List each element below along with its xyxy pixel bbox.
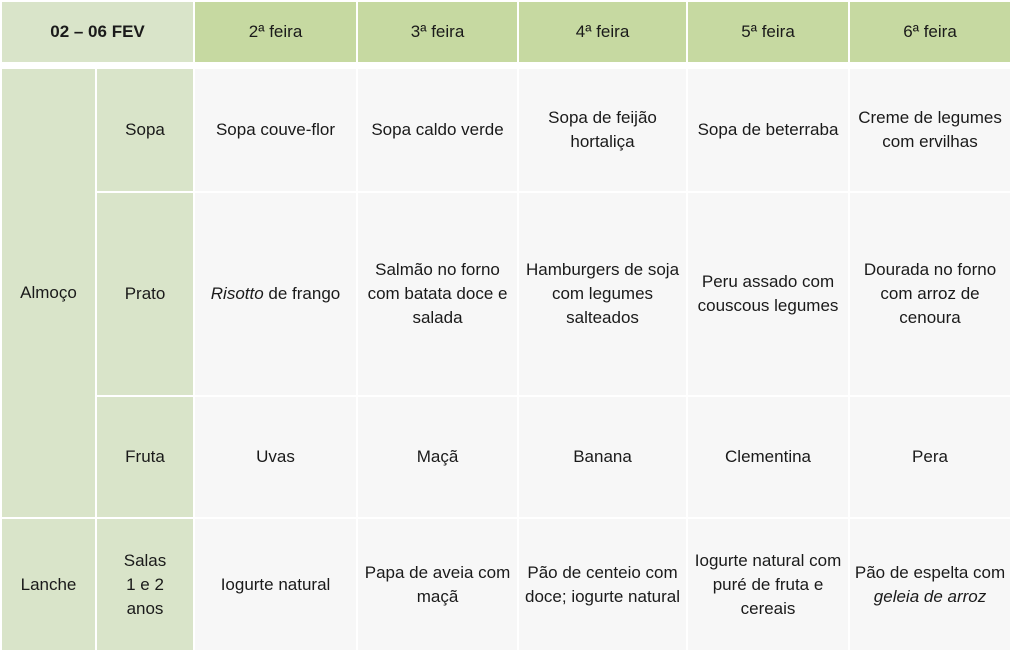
menu-cell: Creme de legumes com ervilhas (849, 68, 1011, 192)
menu-cell: Hamburgers de soja com legumes salteados (518, 192, 687, 396)
menu-cell: Peru assado com couscous legumes (687, 192, 849, 396)
table-row-prato (1, 192, 1011, 396)
course-label-salas (96, 518, 194, 651)
course-label-prato: Prato (96, 192, 194, 396)
menu-cell: Papa de aveia com maçã (357, 518, 518, 651)
menu-cell: Clementina (687, 396, 849, 518)
table-row-fruta (1, 396, 1011, 518)
table-row-sopa (1, 68, 1011, 192)
week-range: 02 – 06 FEV (1, 1, 194, 63)
day-header-monday: 2ª feira (194, 1, 357, 63)
menu-cell: Sopa de beterraba (687, 68, 849, 192)
menu-cell: Iogurte natural (194, 518, 357, 651)
meal-label-lanche: Lanche (1, 518, 96, 651)
menu-cell: Uvas (194, 396, 357, 518)
menu-cell: Pão de centeio com doce; iogurte natural (518, 518, 687, 651)
day-header-wednesday: 4ª feira (518, 1, 687, 63)
menu-cell: Sopa de feijão hortaliça (518, 68, 687, 192)
table-row-lanche (1, 518, 1011, 651)
day-header-tuesday: 3ª feira (357, 1, 518, 63)
course-label-fruta: Fruta (96, 396, 194, 518)
menu-cell: Dourada no forno com arroz de cenoura (849, 192, 1011, 396)
snack-plain: Pão de espelta com (854, 562, 1006, 582)
menu-cell: Sopa caldo verde (357, 68, 518, 192)
course-label-sopa: Sopa (96, 68, 194, 192)
day-header-friday: 6ª feira (849, 1, 1011, 63)
meal-label-almoco: Almoço (1, 68, 96, 518)
dish-name-italic: Risotto (210, 284, 264, 303)
menu-cell: Sopa couve-flor (194, 68, 357, 192)
snack-italic: geleia de arroz (873, 586, 987, 606)
menu-cell: Salmão no forno com batata doce e salada (357, 192, 518, 396)
salas-label-text: Salas 1 e 2 anos (123, 550, 167, 618)
menu-cell (849, 518, 1011, 651)
day-header-thursday: 5ª feira (687, 1, 849, 63)
menu-cell: Banana (518, 396, 687, 518)
menu-cell: Iogurte natural com puré de fruta e cereais (687, 518, 849, 651)
menu-cell: Maçã (357, 396, 518, 518)
menu-cell (194, 192, 357, 396)
menu-cell: Pera (849, 396, 1011, 518)
dish-name-rest: de frango (263, 284, 341, 303)
header-row (1, 1, 1011, 63)
